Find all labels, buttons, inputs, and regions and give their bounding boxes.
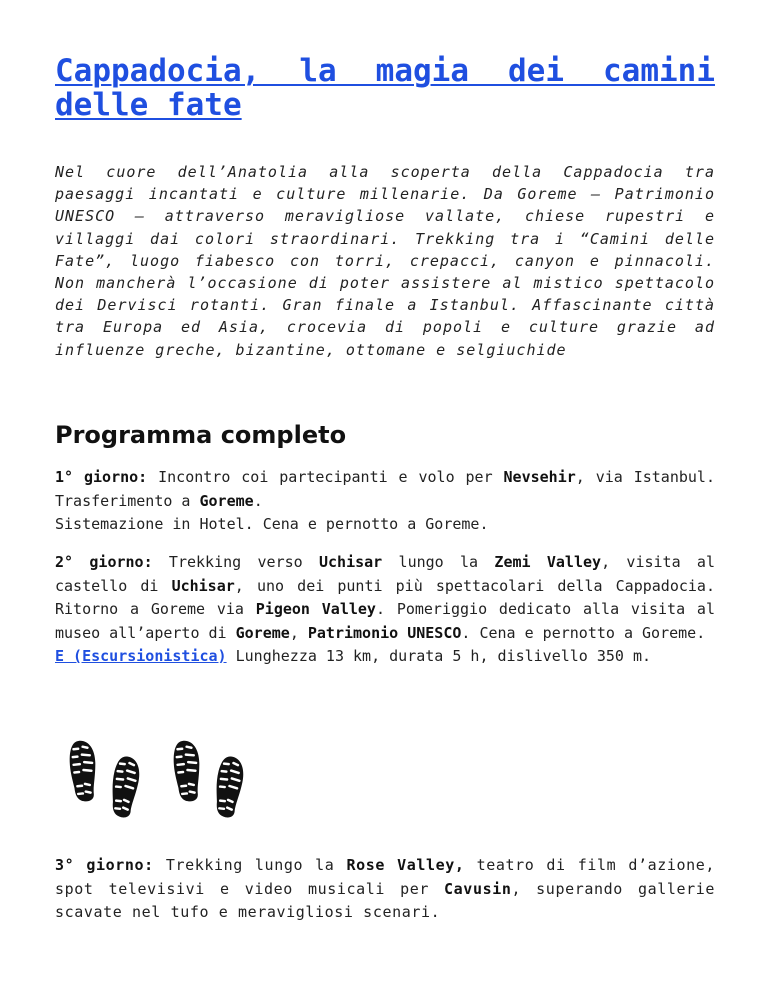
day-2-text-7: . Cena e pernotto a Goreme. [461,623,706,642]
section-title: Programma completo [55,421,347,449]
day-1-text-2: , via Istanbul. Trasferimento a [55,468,715,510]
day-3-paragraph [55,854,715,925]
day-3-text-2: teatro di film d’azione, spot televisivi e video musicali per [55,856,716,898]
day-3-label: 3° giorno: [55,856,154,874]
day-3-bold-2: Cavusin [444,879,512,898]
day-2-bold-5: Goreme [235,623,290,642]
day-3-text-3: , superando gallerie scavate nel tufo e meravigliosi scenari. [55,879,715,921]
day-3-bold-1: Rose Valley, [346,856,465,874]
day-2-bold-2: Zemi Valley [494,553,602,571]
footprint-4 [213,755,245,818]
day-2-bold-3: Uchisar [171,576,235,595]
footprint-3 [171,739,203,802]
page-title[interactable]: Cappadocia, la magia dei camini delle fate [55,53,715,123]
day-1-label: 1° giorno: [55,468,148,486]
day-1-paragraph [55,466,715,537]
day-1-line-2: Sistemazione in Hotel. Cena e pernotto a Goreme. [55,515,489,533]
day-2-bold-1: Uchisar [319,553,383,571]
difficulty-link[interactable]: E (Escursionistica) [55,647,227,665]
intro-paragraph: Nel cuore dell’Anatolia alla scoperta della Cappadocia tra paesaggi incantati e culture millenarie. Da Goreme – Patrimonio UNESCO – attraverso meravigliose vallate, chiese rupestri e villaggi dai colori straordinari. Trekking tra i “Camini delle Fate”, luogo fiabesco con torri, crepacci, canyon e pinnacoli. Non mancherà l’occasione di poter assistere al mistico spettacolo dei Dervisci rotanti. Gran finale a Istanbul. Affascinante città tra Europa ed Asia, crocevia di popoli e culture grazie ad influenze greche, bizantine, ottomane e selgiuchide [55,163,715,359]
day-2-text-2: lungo la [382,553,495,571]
day-2-text-4: , uno dei punti più spettacolari della Cappadocia. Ritorno a Goreme via [55,576,715,618]
day-3-text-1: Trekking lungo la [153,856,347,874]
day-2-paragraph [55,551,715,669]
day-1-bold-2: Goreme [199,491,254,510]
footprint-1 [67,739,99,802]
footprints-icon [60,735,250,835]
day-2-text-1: Trekking verso [152,553,319,571]
day-2-label: 2° giorno: [55,553,153,571]
day-2-bold-6: Patrimonio UNESCO [307,623,462,642]
day-2-text-5: . Pomeriggio dedicato alla visita al museo all’aperto di [55,600,715,642]
day-2-bold-4: Pigeon Valley [255,600,376,618]
day-2-details: Lunghezza 13 km, durata 5 h, dislivello 350 m. [226,647,652,665]
day-1-text-1: Incontro coi partecipanti e volo per [147,468,504,486]
day-2-text-3: , visita al castello di [55,553,715,595]
day-2-text-6: , [289,623,308,642]
day-1-bold-1: Nevsehir [503,468,576,486]
footprint-2 [109,755,141,818]
day-1-text-3: . [253,491,263,510]
